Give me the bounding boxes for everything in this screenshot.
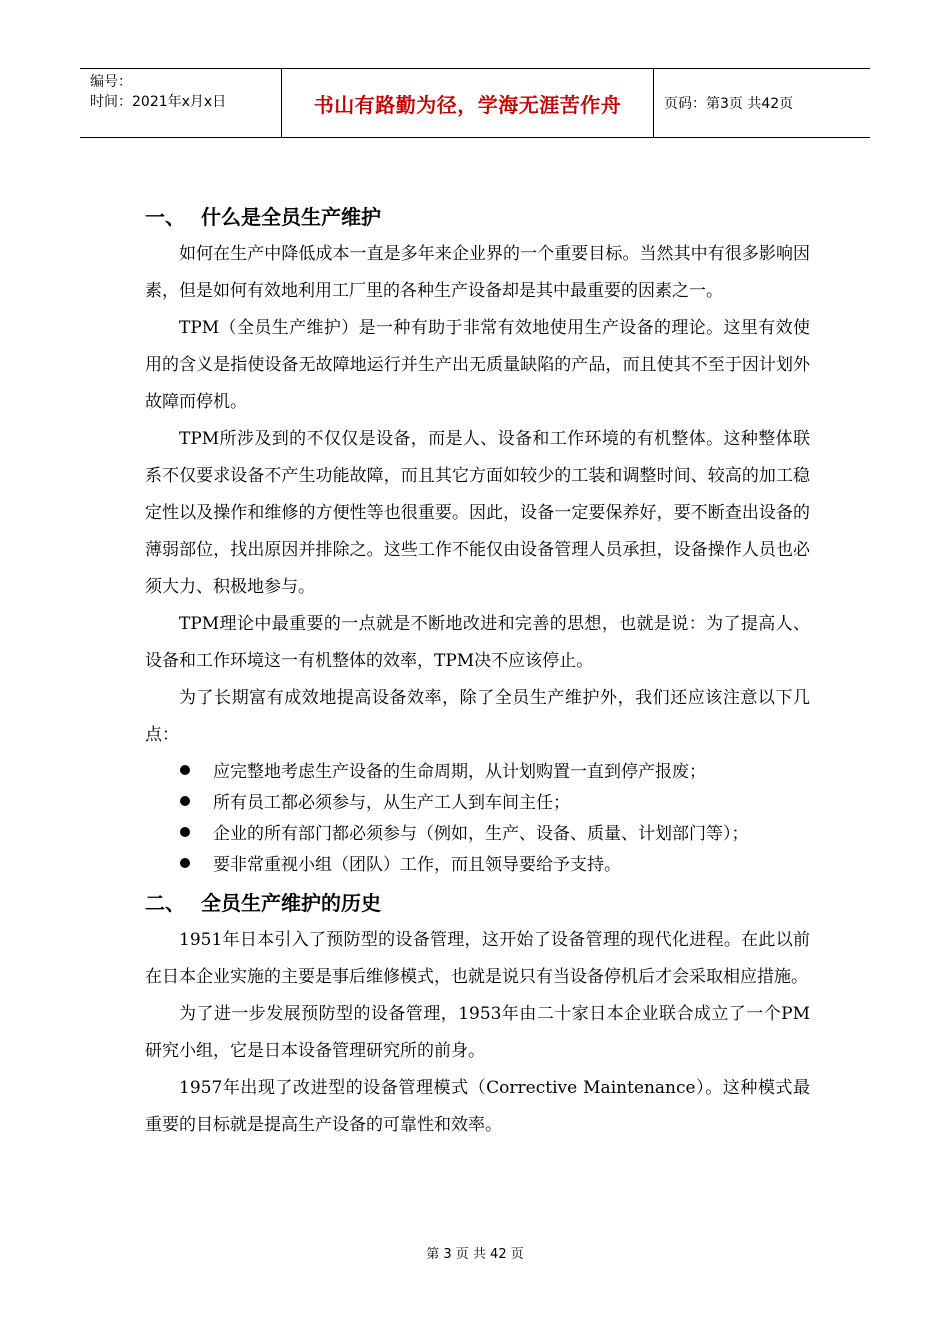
section-title: 全员生产维护的历史 bbox=[201, 891, 381, 915]
list-item bbox=[145, 785, 810, 816]
paragraph: 为了长期富有成效地提高设备效率，除了全员生产维护外，我们还应该注意以下几点： bbox=[145, 688, 810, 745]
section-heading bbox=[145, 198, 810, 236]
paragraph: TPM（全员生产维护）是一种有助于非常有效地使用生产设备的理论。这里有效使用的含义是指使设备无故障地运行并生产出无质量缺陷的产品，而且使其不至于因计划外故障而停机。 bbox=[145, 318, 810, 412]
list-item bbox=[145, 816, 810, 847]
list-item-text: 企业的所有部门都必须参与（例如，生产、设备、质量、计划部门等）； bbox=[213, 824, 749, 844]
bullet-icon bbox=[180, 827, 190, 837]
paragraph: 如何在生产中降低成本一直是多年来企业界的一个重要目标。当然其中有很多影响因素，但是如何有效地利用工厂里的各种生产设备却是其中最重要的因素之一。 bbox=[145, 244, 810, 301]
bullet-icon bbox=[180, 765, 190, 775]
paragraph: TPM理论中最重要的一点就是不断地改进和完善的思想，也就是说：为了提高人、设备和工作环境这一有机整体的效率，TPM决不应该停止。 bbox=[145, 614, 810, 671]
section-number: 二、 bbox=[145, 891, 185, 915]
serial-label: 编号： bbox=[90, 74, 132, 90]
page-header bbox=[80, 68, 870, 138]
document-body bbox=[145, 198, 810, 1144]
bullet-icon bbox=[180, 796, 190, 806]
page-footer: 第 3 页 共 42 页 bbox=[426, 1247, 524, 1262]
list-item-text: 所有员工都必须参与，从生产工人到车间主任； bbox=[213, 793, 570, 813]
list-item-text: 应完整地考虑生产设备的生命周期，从计划购置一直到停产报废； bbox=[213, 762, 706, 782]
bullet-list bbox=[145, 754, 810, 878]
header-meta bbox=[80, 69, 282, 137]
paragraph: 1951年日本引入了预防型的设备管理，这开始了设备管理的现代化进程。在此以前在日本企业实施的主要是事后维修模式，也就是说只有当设备停机后才会采取相应措施。 bbox=[145, 930, 810, 987]
section-heading bbox=[145, 884, 810, 922]
header-motto: 书山有路勤为径，学海无涯苦作舟 bbox=[282, 69, 654, 137]
list-item bbox=[145, 754, 810, 785]
paragraph: TPM所涉及到的不仅仅是设备，而是人、设备和工作环境的有机整体。这种整体联系不仅要求设备不产生功能故障，而且其它方面如较少的工装和调整时间、较高的加工稳定性以及操作和维修的方便性等也很重要。因此，设备一定要保养好，要不断查出设备的薄弱部位，找出原因并排除之。这些工作不能仅由设备管理人员承担，设备操作人员也必须大力、积极地参与。 bbox=[145, 429, 810, 597]
paragraph: 1957年出现了改进型的设备管理模式（Corrective Maintenance）。这种模式最重要的目标就是提高生产设备的可靠性和效率。 bbox=[145, 1078, 810, 1135]
list-item bbox=[145, 847, 810, 878]
list-item-text: 要非常重视小组（团队）工作，而且领导要给予支持。 bbox=[213, 855, 621, 875]
section-number: 一、 bbox=[145, 205, 185, 229]
paragraph: 为了进一步发展预防型的设备管理，1953年由二十家日本企业联合成立了一个PM研究小组，它是日本设备管理研究所的前身。 bbox=[145, 1004, 810, 1061]
section-title: 什么是全员生产维护 bbox=[201, 205, 381, 229]
header-page-info: 页码：第3页 共42页 bbox=[664, 96, 794, 112]
bullet-icon bbox=[180, 858, 190, 868]
time-label: 时间：2021年x月x日 bbox=[90, 94, 227, 110]
